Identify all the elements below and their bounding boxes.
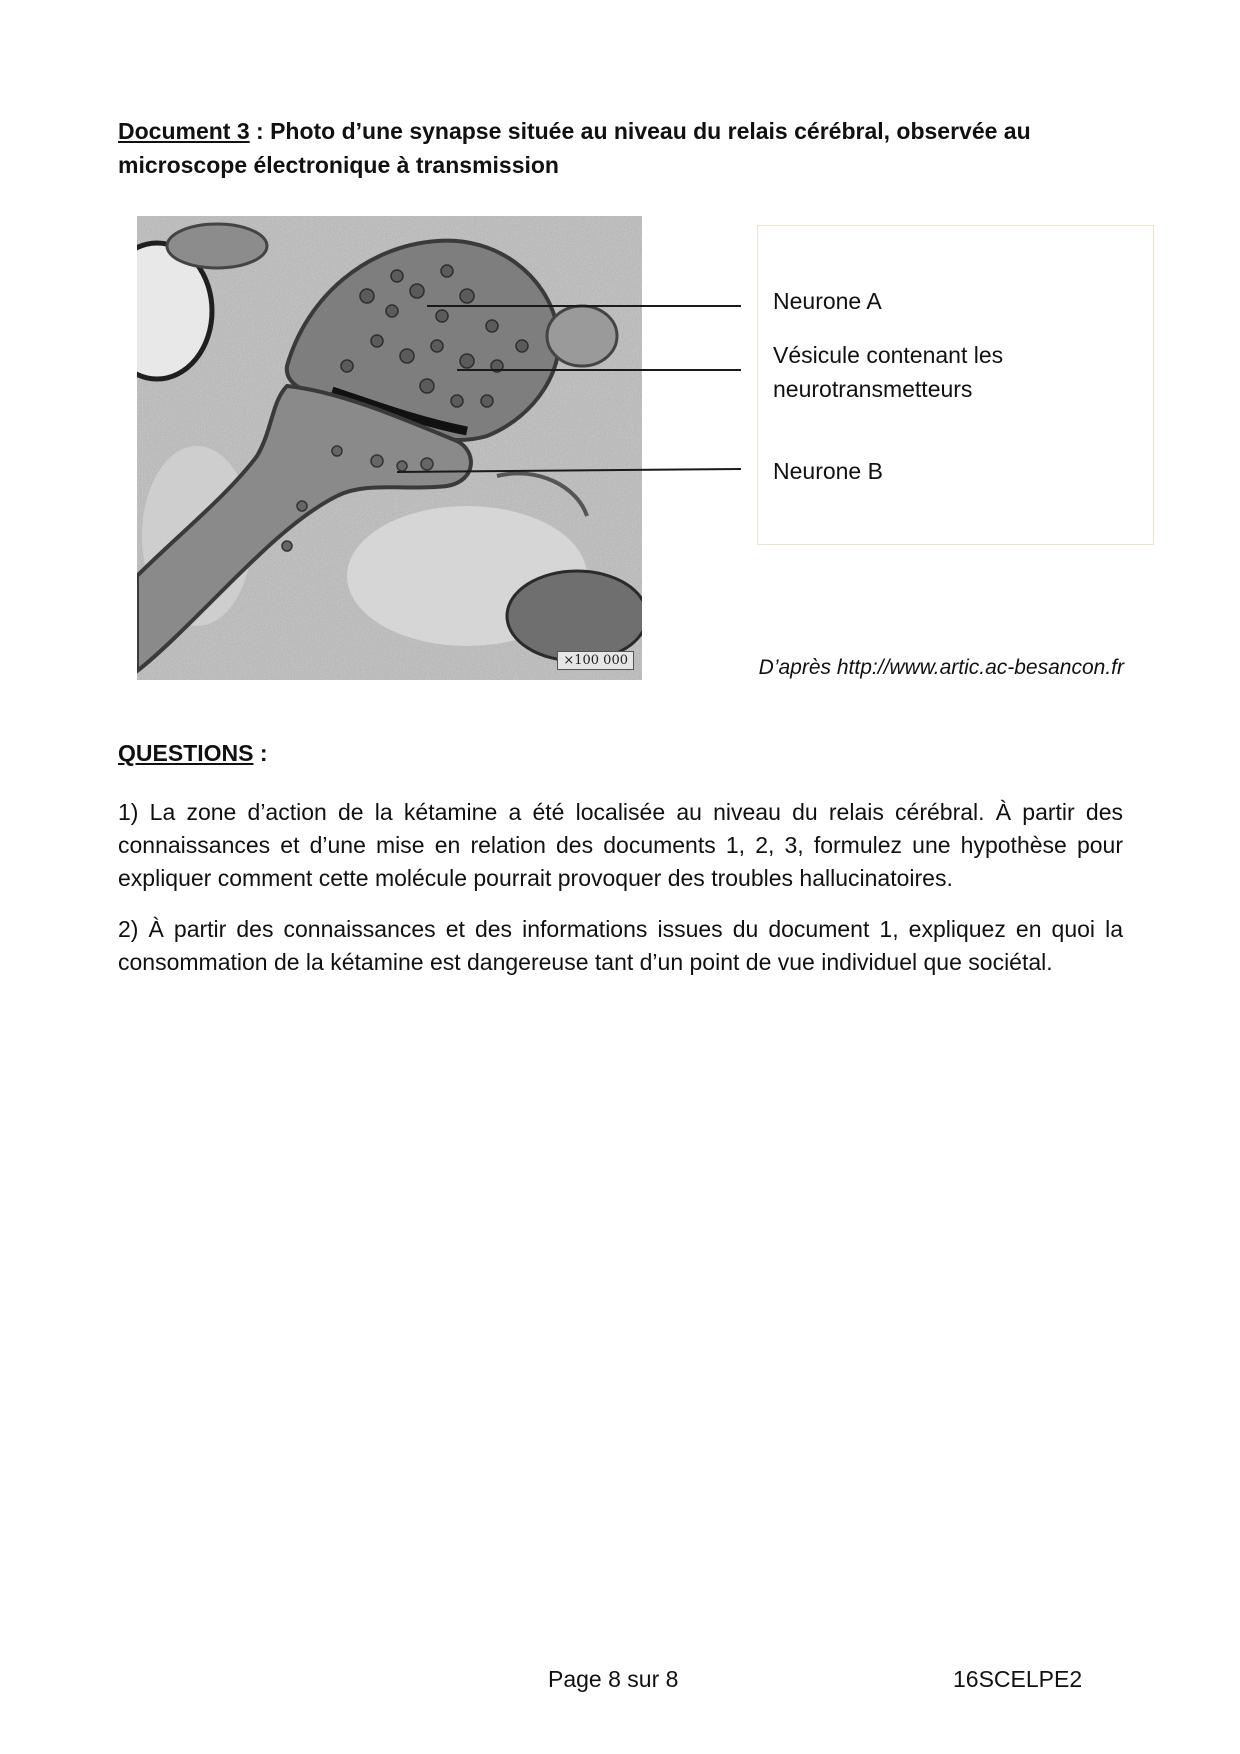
label-neurone-a: Neurone A <box>773 288 882 314</box>
questions-heading-suffix: : <box>253 740 268 766</box>
magnification-label: ×100 000 <box>557 651 634 670</box>
leader-line-vesicule <box>457 369 741 371</box>
document-code: 16SCELPE2 <box>953 1666 1083 1692</box>
page-number: Page 8 sur 8 <box>548 1666 679 1692</box>
label-vesicule-line1: Vésicule contenant les <box>773 342 1004 368</box>
micrograph-image <box>137 216 642 680</box>
label-neurone-b: Neurone B <box>773 458 883 484</box>
synapse-micrograph <box>137 216 642 680</box>
questions-heading <box>118 740 268 767</box>
document-title <box>118 114 1128 182</box>
question-2: 2) À partir des connaissances et des informations issues du document 1, expliquez en quoi la consommation de la kétamine est dangereuse tant d’un point de vue individuel que sociétal. <box>118 916 1123 975</box>
label-vesicule-line2: neurotransmetteurs <box>773 376 973 402</box>
figure-source: D’après http://www.artic.ac-besancon.fr <box>758 656 1124 679</box>
leader-line-neurone-a <box>427 305 741 307</box>
document-number: Document 3 <box>118 118 250 144</box>
questions-heading-text: QUESTIONS <box>118 740 254 766</box>
question-1: 1) La zone d’action de la kétamine a été localisée au niveau du relais cérébral. À partir des connaissances et d’une mise en relation des documents 1, 2, 3, formulez une hypothèse pour expliquer comment cette molécule pourrait provoquer des troubles hallucinatoires. <box>118 799 1123 891</box>
document-title-text: : Photo d’une synapse située au niveau du relais cérébral, observée au microscope électronique à transmission <box>118 118 1031 178</box>
